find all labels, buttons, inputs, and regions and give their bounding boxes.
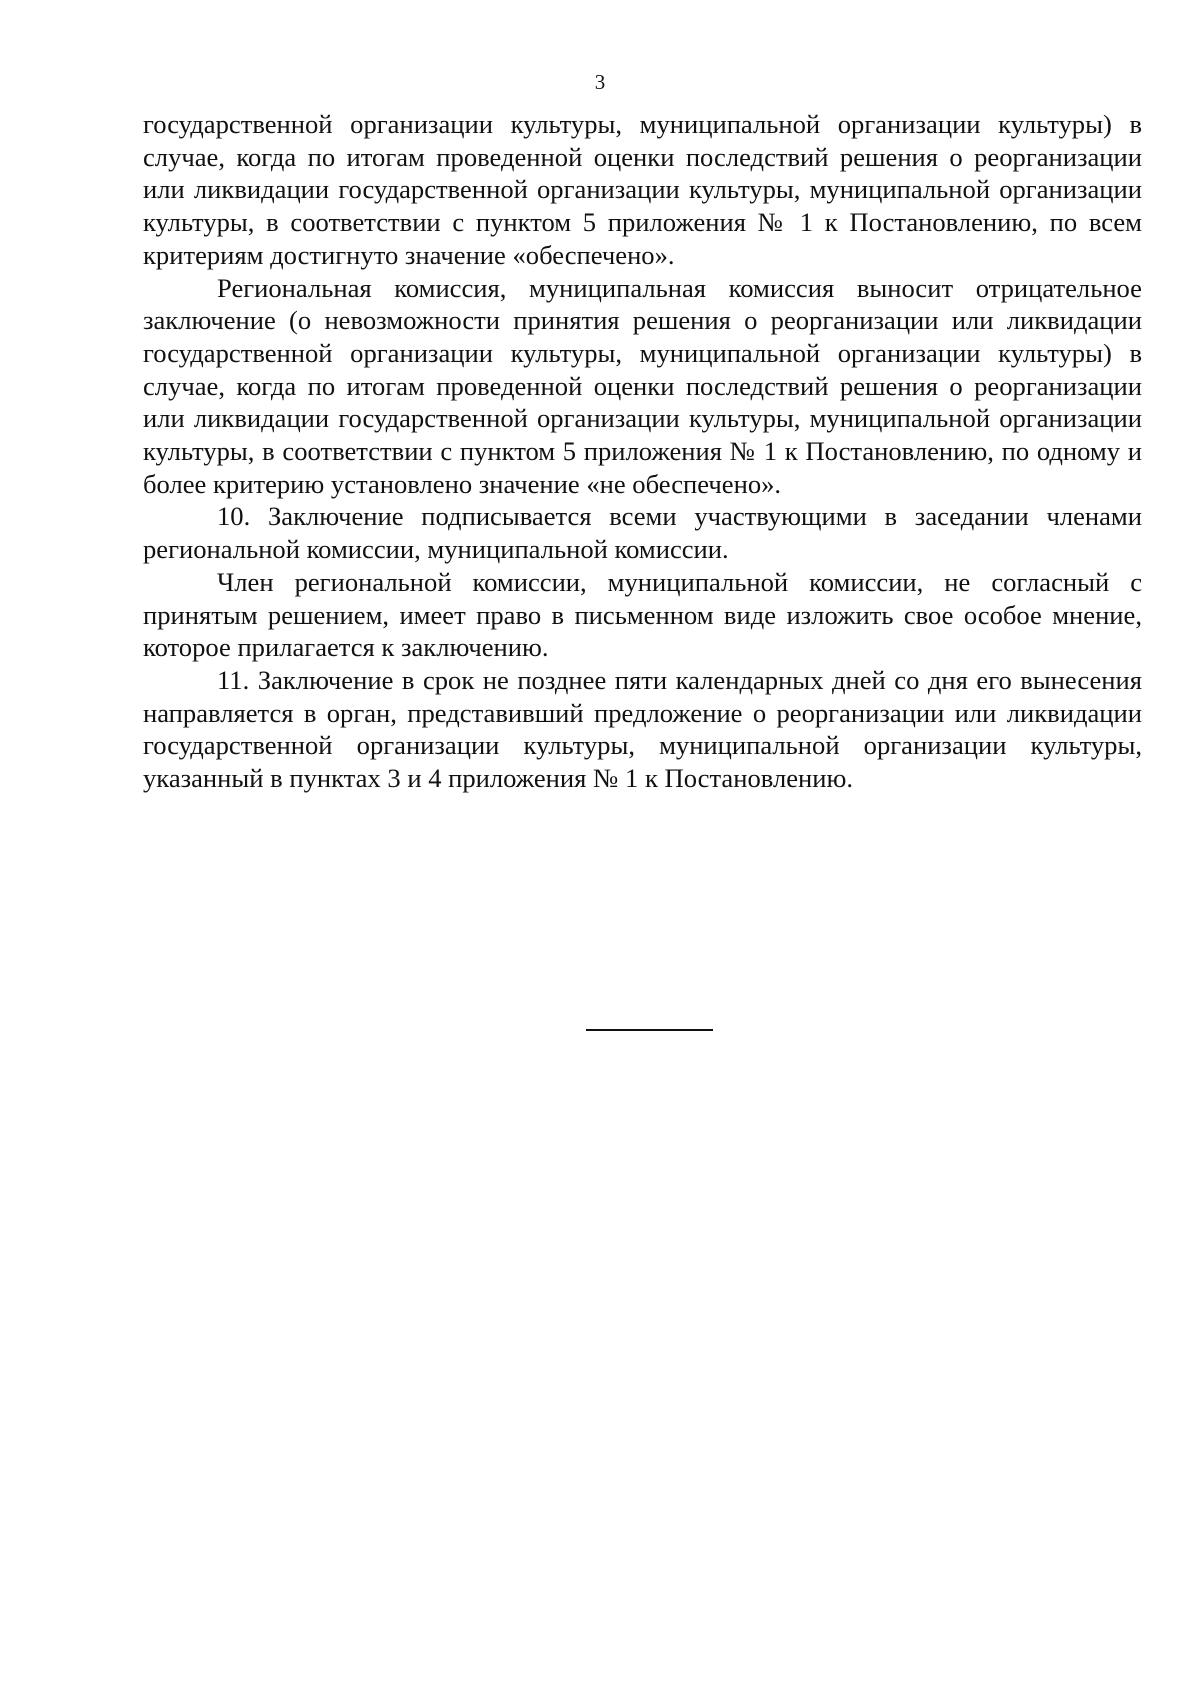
document-body bbox=[143, 108, 1142, 795]
paragraph-item-10: 10. Заключение подписывается всеми участвующими в заседании членами региональной комиссии, муниципальной комиссии. bbox=[143, 501, 1142, 565]
page-number: 3 bbox=[594, 70, 606, 94]
paragraph-continuation: государственной организации культуры, муниципальной организации культуры) в случае, когда по итогам проведенной оценки последствий решения о реорганизации или ликвидации государственной организации культуры, муниципальной организации культуры, в соответствии с пунктом 5 приложения № 1 к Постановлению, по всем критериям достигнуто значение «обеспечено». bbox=[143, 109, 1142, 270]
paragraph-negative-conclusion: Региональная комиссия, муниципальная комиссия выносит отрицательное заключение (о невозможности принятия решения о реорганизации или ликвидации государственной организации культуры, муниципальной организации культуры) в случае, когда по итогам проведенной оценки последствий решения о реорганизации или ликвидации государственной организации культуры, муниципальной организации культуры, в соответствии с пунктом 5 приложения № 1 к Постановлению, по одному и более критерию установлено значение «не обеспечено». bbox=[143, 272, 1142, 499]
end-of-document-divider bbox=[586, 1029, 713, 1031]
paragraph-dissenting-opinion: Член региональной комиссии, муниципальной комиссии, не согласный с принятым решением, имеет право в письменном виде изложить свое особое мнение, которое прилагается к заключению. bbox=[143, 566, 1142, 663]
paragraph-item-11: 11. Заключение в срок не позднее пяти календарных дней со дня его вынесения направляется в орган, представивший предложение о реорганизации или ликвидации государственной организации культуры, муниципальной организации культуры, указанный в пунктах 3 и 4 приложения № 1 к Постановлению. bbox=[143, 664, 1142, 794]
